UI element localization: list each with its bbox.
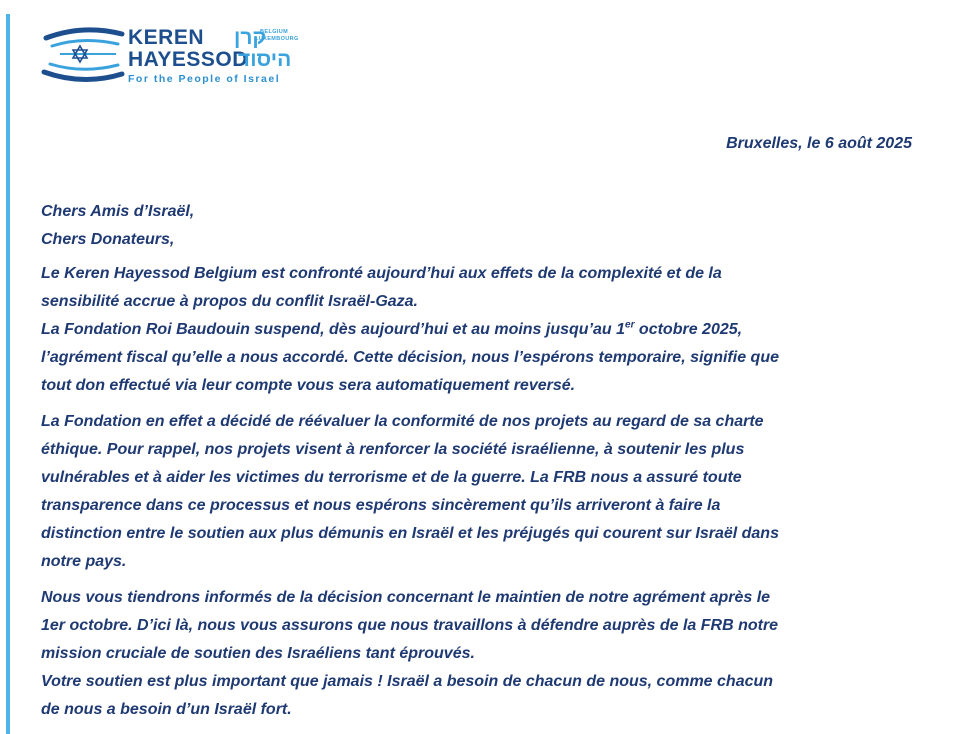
paragraph-line: sensibilité accrue à propos du conflit Israël-Gaza. xyxy=(41,293,418,310)
paragraph-line: tout don effectué via leur compte vous sera automatiquement reversé. xyxy=(41,377,576,394)
superscript-er: er xyxy=(625,319,635,331)
keren-hayessod-logo xyxy=(40,24,310,86)
paragraph-line: Le Keren Hayessod Belgium est confronté aujourd’hui aux effets de la complexité et de la xyxy=(41,265,722,282)
paragraph-line: vulnérables et à aider les victimes du terrorisme et de la guerre. La FRB nous a assuré toute xyxy=(41,469,742,486)
paragraph-line: La Fondation en effet a décidé de réévaluer la conformité de nos projets au regard de sa charte xyxy=(41,413,764,430)
paragraph-line: 1er octobre. D’ici là, nous vous assurons que nous travaillons à défendre auprès de la FRB notre xyxy=(41,617,779,634)
paragraph-2 xyxy=(41,408,921,576)
logo-country-belgium: BELGIUM xyxy=(260,29,289,35)
logo-tagline: For the People of Israel xyxy=(128,73,281,85)
greeting-line: Chers Amis d’Israël, xyxy=(41,203,195,220)
paragraph-text: octobre 2025, xyxy=(634,321,743,338)
globe-star-of-david-icon xyxy=(40,24,126,86)
left-accent-bar xyxy=(6,14,10,734)
paragraph-line: distinction entre le soutien aux plus démunis en Israël et les préjugés qui courent sur Israël dans xyxy=(41,525,779,542)
paragraph-line xyxy=(41,316,921,344)
logo-country-luxembourg: LUXEMBOURG xyxy=(255,36,299,42)
paragraph-line: notre pays. xyxy=(41,553,127,570)
paragraph-line: transparence dans ce processus et nous espérons sincèrement qu’ils arriveront à faire la xyxy=(41,497,721,514)
logo-name-line2: HAYESSOD xyxy=(128,48,248,71)
paragraph-line: éthique. Pour rappel, nos projets visent à renforcer la société israélienne, à soutenir les plus xyxy=(41,441,745,458)
logo-hebrew-line2: היסוד xyxy=(238,48,292,71)
paragraph-line: mission cruciale de soutien des Israéliens tant éprouvés. xyxy=(41,645,475,662)
letter-date: Bruxelles, le 6 août 2025 xyxy=(726,135,912,152)
paragraph-1 xyxy=(41,260,921,400)
paragraph-line: Votre soutien est plus important que jamais ! Israël a besoin de chacun de nous, comme chacun xyxy=(41,673,774,690)
greeting xyxy=(41,198,921,254)
paragraph-3 xyxy=(41,584,921,724)
paragraph-text: La Fondation Roi Baudouin suspend, dès aujourd’hui et au moins jusqu’au 1 xyxy=(41,321,626,338)
logo-name-line1: KEREN xyxy=(128,26,205,49)
letter-body xyxy=(41,198,921,732)
greeting-line: Chers Donateurs, xyxy=(41,231,175,248)
logo-hebrew-line1: קרן xyxy=(234,26,267,49)
paragraph-line: l’agrément fiscal qu’elle a nous accordé. Cette décision, nous l’espérons temporaire, signifie que xyxy=(41,349,779,366)
paragraph-line: de nous a besoin d’un Israël fort. xyxy=(41,701,292,718)
paragraph-line: Nous vous tiendrons informés de la décision concernant le maintien de notre agrément après le xyxy=(41,589,771,606)
